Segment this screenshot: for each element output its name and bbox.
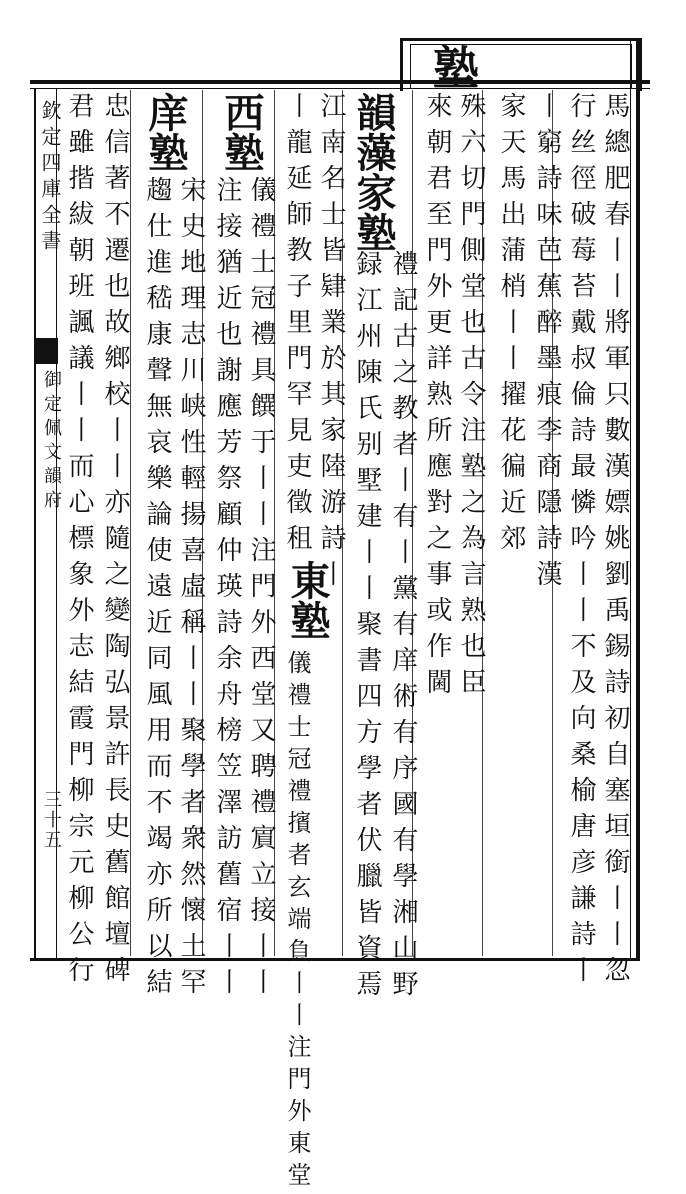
top-border: [30, 80, 650, 84]
text-column: 丨窮詩味芭蕉醉墨痕李商隱詩漢: [532, 92, 562, 596]
right-border: [636, 40, 640, 960]
text-column: 行丝徑破莓苔戴叔倫詩最憐吟丨丨不及向桑榆唐彦謙詩丨: [566, 92, 596, 992]
text-column: 儀禮士冠禮具饌于丨丨注門外西堂又聘禮賔立接丨丨: [246, 176, 276, 1004]
page-number: 三十五: [41, 790, 62, 850]
text-column: 宋史地理志川峡性輕揚喜虛稱丨丨聚學者衆然懷土罕: [176, 176, 206, 1004]
margin-book-name: 御定佩文韻府: [41, 370, 62, 514]
text-column: 家天馬出蒲梢丨丨擢花徧近郊: [496, 92, 526, 560]
text-column: 注接猶近也謝應芳祭顧仲瑛詩余舟榜笠澤訪舊宿丨丨: [212, 176, 242, 1004]
text-column: 録江州陳氏别墅建丨丨聚書四方學者伏臘皆資焉: [352, 250, 382, 1006]
headword-dongshu: 東塾: [284, 560, 331, 640]
text-column: 君雖揩紱朝班諷議丨丨而心標象外志結霞門柳宗元柳公行: [64, 92, 94, 992]
margin-book-title: 欽定四庫全書: [38, 100, 62, 256]
text-column: 丨龍延師教子里門罕見吏徵租: [282, 92, 312, 560]
top-border-thin: [30, 88, 650, 89]
headword-xishu: 西塾: [218, 92, 265, 172]
text-column: 江南名士皆肄業於其家陸游詩丨: [316, 92, 346, 596]
text-column: 馬總肥春丨丨將軍只數漢嫖姚劉禹錫詩初自塞垣銜丨丨忽: [600, 92, 630, 992]
text-column: 忠信著不遷也故鄉校丨丨亦隨之變陶弘景許長史舊館壇碑: [100, 92, 130, 992]
text-column: 儀禮士冠禮擯者玄端負丨丨注門外東堂: [283, 650, 311, 1194]
tab-heading: 塾: [426, 44, 480, 92]
text-column: 禮記古之教者丨有丨黨有庠術有序國有學湘山野: [388, 250, 418, 1006]
fishtail-mark: [36, 338, 58, 364]
headword-xiangshu: 庠塾: [142, 92, 189, 172]
text-column: 殊六切門側堂也古令注塾之為言熟也臣: [456, 92, 486, 704]
headword-yunzao-jiashu: 韻藻家塾: [350, 92, 397, 252]
text-column: 來朝君至門外更詳熟所應對之事或作閫: [422, 92, 452, 704]
text-column: 趨仕進嵇康聲無哀樂論使遠近同風用而不竭亦所以結: [142, 176, 172, 1004]
